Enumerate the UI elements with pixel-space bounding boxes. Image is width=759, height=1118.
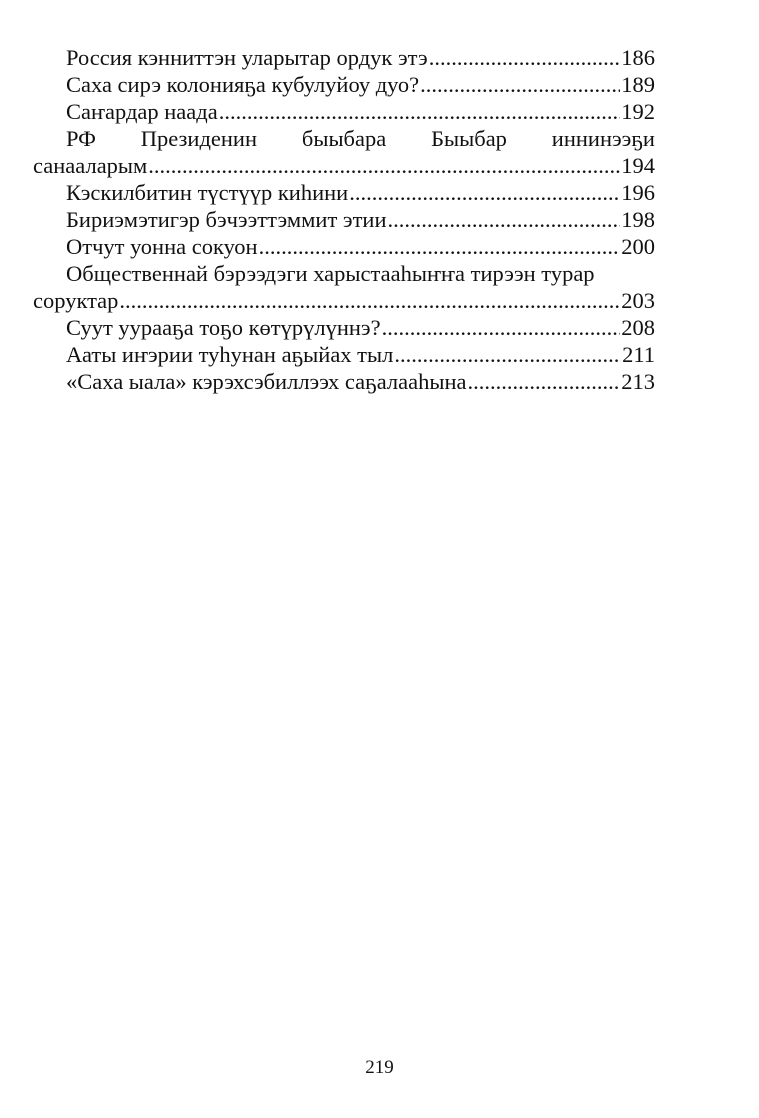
toc-entry-page: 192 xyxy=(621,99,655,124)
toc-entry-page: 208 xyxy=(621,315,655,340)
toc-entry-title: соруктар xyxy=(33,288,119,313)
toc-entry-title: Суут уурааҕа тоҕо көтүрүлүннэ? xyxy=(66,315,381,340)
toc-entry-title: Отчут уонна сокуон xyxy=(66,234,258,259)
dot-leader xyxy=(349,179,620,206)
toc-entry[interactable] xyxy=(33,44,655,71)
toc-entry[interactable] xyxy=(33,233,655,260)
dot-leader xyxy=(394,341,621,368)
dot-leader xyxy=(119,287,620,314)
toc-entry-title: санааларым xyxy=(33,153,148,178)
toc-entry-page: 196 xyxy=(621,180,655,205)
toc-entry[interactable] xyxy=(33,314,655,341)
toc-entry-title: Саҥардар наада xyxy=(66,99,218,124)
toc-entry-continuation xyxy=(33,287,655,314)
toc-entry-title-line xyxy=(33,125,655,152)
toc-entry-word: Быыбар xyxy=(431,126,507,151)
toc-entry-title: Общественнай бэрээдэги харыстааһыҥҥа тирээн турар xyxy=(66,261,595,286)
dot-leader xyxy=(382,314,621,341)
dot-leader xyxy=(259,233,621,260)
dot-leader xyxy=(420,71,620,98)
dot-leader xyxy=(387,206,620,233)
toc-entry-page: 189 xyxy=(621,72,655,97)
toc-entry-page: 198 xyxy=(621,207,655,232)
toc-entry-word: Президенин xyxy=(140,126,258,151)
toc-entry-word: РФ xyxy=(66,126,96,151)
toc-entry-page: 200 xyxy=(621,234,655,259)
toc-entry-word: быыбара xyxy=(301,126,387,151)
toc-entry-page: 203 xyxy=(621,288,655,313)
toc-entry-page: 186 xyxy=(621,45,655,70)
toc-entry[interactable] xyxy=(33,368,655,395)
toc-entry[interactable] xyxy=(33,179,655,206)
dot-leader xyxy=(429,44,621,71)
toc-entry-page: 213 xyxy=(621,369,655,394)
toc-entry[interactable] xyxy=(33,71,655,98)
toc-entry-page: 211 xyxy=(622,342,655,367)
toc-entry-title: Ааты иҥэрии туһунан аҕыйах тыл xyxy=(66,342,394,367)
toc-entry[interactable] xyxy=(33,98,655,125)
toc-entry-title-line xyxy=(33,260,655,287)
toc-entry-title: Саха сирэ колонияҕа кубулуйоу дуо? xyxy=(66,72,420,97)
toc-entry[interactable] xyxy=(33,206,655,233)
dot-leader xyxy=(219,98,621,125)
dot-leader xyxy=(148,152,620,179)
toc-entry-multiline[interactable] xyxy=(33,125,655,179)
table-of-contents xyxy=(33,44,655,395)
toc-entry-word: иннинээҕи xyxy=(551,126,655,151)
toc-entry-title: Россия кэнниттэн уларытар ордук этэ xyxy=(66,45,428,70)
page-number: 219 xyxy=(365,1057,394,1078)
toc-entry-title: «Саха ыала» кэрэхсэбиллээх саҕалааһына xyxy=(66,369,467,394)
toc-entry-title: Бириэмэтигэр бэчээттэммит этии xyxy=(66,207,387,232)
toc-entry-continuation xyxy=(33,152,655,179)
toc-entry-title: Кэскилбитин түстүүр киһини xyxy=(66,180,349,205)
dot-leader xyxy=(467,368,620,395)
toc-entry[interactable] xyxy=(33,341,655,368)
toc-entry-page: 194 xyxy=(621,153,655,178)
toc-entry-multiline[interactable] xyxy=(33,260,655,314)
